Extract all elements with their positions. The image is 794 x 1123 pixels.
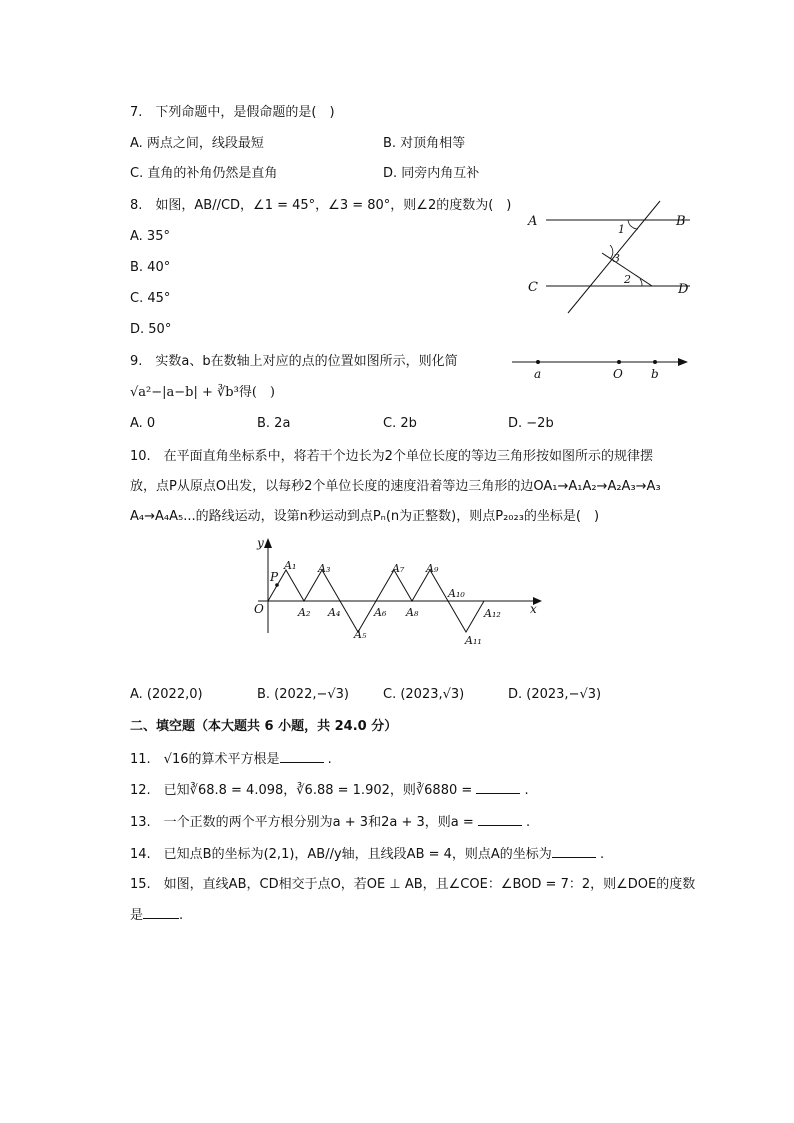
q14 — [130, 845, 604, 864]
q10-option-a: A. (2022,0) — [130, 687, 203, 702]
label-b: b — [651, 367, 659, 381]
label-a11: A₁₁ — [465, 634, 482, 647]
q12-text: 12. 已知∛68.8 = 4.098，∛6.88 = 1.902，则∛6880 = — [130, 783, 477, 798]
q10-option-c: C. (2023,√3) — [383, 687, 465, 702]
section-heading: 二、填空题（本大题共 6 小题，共 24.0 分） — [130, 719, 398, 734]
q9-option-d: D. −2b — [508, 416, 554, 431]
label-angle2: 2 — [624, 273, 631, 286]
label-a7: A₇ — [392, 562, 405, 575]
label-angle3: 3 — [613, 252, 620, 265]
label-a9: A₉ — [426, 562, 439, 575]
q12-end: . — [524, 783, 529, 798]
q7-option-a: A. 两点之间，线段最短 — [130, 136, 264, 151]
q14-text: 14. 已知点B的坐标为(2,1)，AB//y轴，且线段AB = 4，则点A的坐标为 — [130, 847, 552, 862]
q9-option-a: A. 0 — [130, 416, 156, 431]
q7-stem: 7. 下列命题中，是假命题的是( ) — [130, 105, 335, 120]
q7-option-d: D. 同旁内角互补 — [383, 166, 480, 181]
q9-expression: √a²−|a−b| + ∛b³得( ) — [130, 385, 275, 400]
q8-option-a: A. 35° — [130, 229, 170, 244]
q11-answer-blank[interactable] — [280, 750, 324, 763]
q13-end: . — [526, 815, 531, 830]
label-a: A — [528, 214, 538, 229]
q15-end: . — [179, 908, 184, 923]
axis-arrow — [678, 358, 688, 366]
q9-number-line — [510, 350, 690, 380]
q10-option-b: B. (2022,−√3) — [257, 687, 349, 702]
q15-line1: 15. 如图，直线AB，CD相交于点O，若OE ⊥ AB，且∠COE：∠BOD = 7：2，则∠DOE的度数 — [130, 877, 696, 892]
q15-text: 是 — [130, 908, 144, 923]
label-y: y — [257, 536, 264, 550]
label-x: x — [530, 602, 537, 616]
q8-option-c: C. 45° — [130, 291, 171, 306]
q10-line2: 放，点P从原点O出发，以每秒2个单位长度的速度沿着等边三角形的边OA₁→A₁A₂→A₂A₃→A₃ — [130, 479, 661, 494]
point-a — [536, 360, 540, 364]
label-a: a — [534, 367, 542, 381]
label-a1: A₁ — [284, 559, 297, 572]
q8-option-b: B. 40° — [130, 260, 171, 275]
q13 — [130, 813, 530, 832]
label-a12: A₁₂ — [484, 607, 501, 620]
q15-answer-blank[interactable] — [143, 906, 179, 919]
q7-option-b: B. 对顶角相等 — [383, 136, 466, 151]
label-p: P — [270, 570, 279, 584]
q10-line1: 10. 在平面直角坐标系中，将若干个边长为2个单位长度的等边三角形按如图所示的规律摆 — [130, 449, 653, 464]
q8-parallel-lines-figure — [520, 195, 700, 320]
q14-end: . — [599, 847, 605, 862]
label-a8: A₈ — [406, 606, 419, 619]
label-o: O — [254, 602, 264, 616]
q11-text: 11. √16的算术平方根是 — [130, 752, 280, 767]
q13-answer-blank[interactable] — [478, 813, 522, 826]
label-a5: A₅ — [354, 628, 367, 641]
q12 — [130, 781, 529, 800]
q9-stem: 9. 实数a、b在数轴上对应的点的位置如图所示，则化简 — [130, 354, 458, 369]
q11-end: . — [327, 752, 332, 767]
q15-line2 — [130, 906, 183, 925]
point-o — [617, 360, 621, 364]
angle2-arc — [640, 279, 642, 286]
q10-line3: A₄→A₄A₅...的路线运动，设第n秒运动到点Pₙ(n为正整数)，则点P₂₀₂₃的坐标是( ) — [130, 509, 600, 524]
q11 — [130, 750, 332, 769]
q7-option-c: C. 直角的补角仍然是直角 — [130, 166, 278, 181]
label-a6: A₆ — [374, 606, 387, 619]
q9-option-b: B. 2a — [257, 416, 291, 431]
label-o: O — [613, 367, 623, 381]
q8-option-d: D. 50° — [130, 322, 172, 337]
q10-triangle-path-figure — [250, 535, 550, 650]
angle1-arc — [628, 220, 638, 229]
label-b: B — [676, 214, 686, 229]
label-d: D — [678, 282, 689, 297]
label-a3: A₃ — [318, 562, 331, 575]
label-angle1: 1 — [618, 223, 625, 236]
q9-option-c: C. 2b — [383, 416, 417, 431]
label-a10: A₁₀ — [448, 587, 465, 600]
label-a4: A₄ — [328, 606, 341, 619]
q14-answer-blank[interactable] — [552, 845, 596, 858]
q12-answer-blank[interactable] — [476, 781, 520, 794]
q13-text: 13. 一个正数的两个平方根分别为a + 3和2a + 3，则a = — [130, 815, 478, 830]
q10-option-d: D. (2023,−√3) — [508, 687, 602, 702]
y-axis-arrow — [264, 538, 272, 548]
q8-stem: 8. 如图，AB//CD，∠1 = 45°，∠3 = 80°，则∠2的度数为( ) — [130, 198, 512, 213]
label-a2: A₂ — [298, 606, 311, 619]
label-c: C — [528, 280, 538, 295]
point-b — [653, 360, 657, 364]
